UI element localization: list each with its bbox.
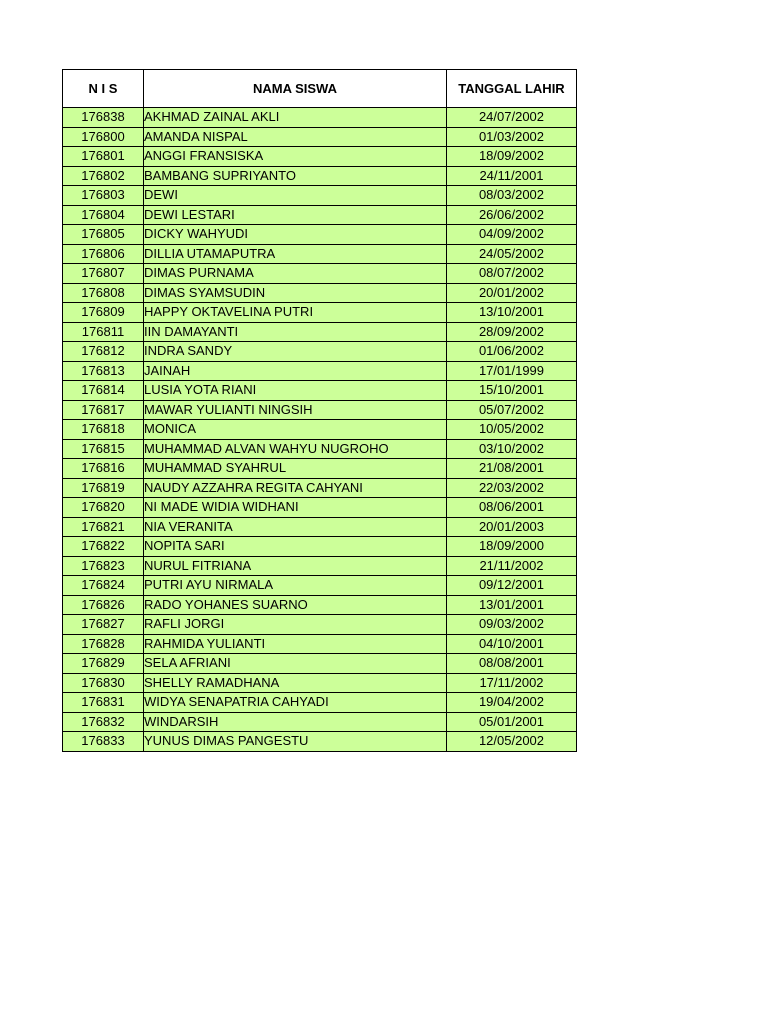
cell-nis: 176838: [63, 108, 144, 128]
table-body: [63, 108, 577, 752]
cell-birth-date: 13/10/2001: [447, 303, 577, 323]
table-row: [63, 400, 577, 420]
cell-student-name: WINDARSIH: [144, 712, 447, 732]
table-row: [63, 634, 577, 654]
table-row: [63, 166, 577, 186]
cell-birth-date: 05/01/2001: [447, 712, 577, 732]
cell-nis: 176828: [63, 634, 144, 654]
table-row: [63, 439, 577, 459]
table-row: [63, 556, 577, 576]
cell-student-name: RAHMIDA YULIANTI: [144, 634, 447, 654]
cell-birth-date: 08/06/2001: [447, 498, 577, 518]
cell-student-name: SELA AFRIANI: [144, 654, 447, 674]
cell-nis: 176817: [63, 400, 144, 420]
cell-birth-date: 22/03/2002: [447, 478, 577, 498]
cell-student-name: NI MADE WIDIA WIDHANI: [144, 498, 447, 518]
cell-student-name: AMANDA NISPAL: [144, 127, 447, 147]
cell-birth-date: 20/01/2003: [447, 517, 577, 537]
table-row: [63, 420, 577, 440]
cell-nis: 176820: [63, 498, 144, 518]
cell-student-name: YUNUS DIMAS PANGESTU: [144, 732, 447, 752]
cell-birth-date: 01/06/2002: [447, 342, 577, 362]
cell-student-name: BAMBANG SUPRIYANTO: [144, 166, 447, 186]
cell-student-name: DILLIA UTAMAPUTRA: [144, 244, 447, 264]
cell-nis: 176807: [63, 264, 144, 284]
table-row: [63, 205, 577, 225]
cell-student-name: LUSIA YOTA RIANI: [144, 381, 447, 401]
cell-birth-date: 13/01/2001: [447, 595, 577, 615]
cell-student-name: NIA VERANITA: [144, 517, 447, 537]
cell-nis: 176831: [63, 693, 144, 713]
header-birth-date: TANGGAL LAHIR: [447, 70, 577, 108]
cell-birth-date: 01/03/2002: [447, 127, 577, 147]
cell-student-name: WIDYA SENAPATRIA CAHYADI: [144, 693, 447, 713]
cell-birth-date: 20/01/2002: [447, 283, 577, 303]
cell-nis: 176821: [63, 517, 144, 537]
table-row: [63, 381, 577, 401]
table-row: [63, 303, 577, 323]
table-header: [63, 70, 577, 108]
cell-birth-date: 28/09/2002: [447, 322, 577, 342]
cell-nis: 176801: [63, 147, 144, 167]
cell-birth-date: 24/07/2002: [447, 108, 577, 128]
student-table: [62, 69, 577, 752]
cell-nis: 176818: [63, 420, 144, 440]
cell-birth-date: 09/03/2002: [447, 615, 577, 635]
cell-student-name: MONICA: [144, 420, 447, 440]
cell-student-name: NAUDY AZZAHRA REGITA CAHYANI: [144, 478, 447, 498]
cell-birth-date: 05/07/2002: [447, 400, 577, 420]
table-row: [63, 108, 577, 128]
cell-birth-date: 10/05/2002: [447, 420, 577, 440]
cell-nis: 176813: [63, 361, 144, 381]
cell-nis: 176819: [63, 478, 144, 498]
cell-birth-date: 21/11/2002: [447, 556, 577, 576]
cell-student-name: NURUL FITRIANA: [144, 556, 447, 576]
table-row: [63, 595, 577, 615]
cell-student-name: MUHAMMAD ALVAN WAHYU NUGROHO: [144, 439, 447, 459]
table-row: [63, 147, 577, 167]
cell-birth-date: 04/09/2002: [447, 225, 577, 245]
header-nis: N I S: [63, 70, 144, 108]
table-row: [63, 322, 577, 342]
cell-birth-date: 17/11/2002: [447, 673, 577, 693]
cell-student-name: DEWI LESTARI: [144, 205, 447, 225]
cell-nis: 176822: [63, 537, 144, 557]
cell-nis: 176827: [63, 615, 144, 635]
cell-student-name: HAPPY OKTAVELINA PUTRI: [144, 303, 447, 323]
cell-nis: 176829: [63, 654, 144, 674]
cell-student-name: IIN DAMAYANTI: [144, 322, 447, 342]
cell-nis: 176803: [63, 186, 144, 206]
cell-nis: 176826: [63, 595, 144, 615]
cell-birth-date: 21/08/2001: [447, 459, 577, 479]
table-row: [63, 186, 577, 206]
cell-nis: 176811: [63, 322, 144, 342]
cell-birth-date: 26/06/2002: [447, 205, 577, 225]
cell-nis: 176815: [63, 439, 144, 459]
cell-student-name: DEWI: [144, 186, 447, 206]
table-row: [63, 693, 577, 713]
cell-birth-date: 24/05/2002: [447, 244, 577, 264]
cell-nis: 176805: [63, 225, 144, 245]
cell-student-name: RADO YOHANES SUARNO: [144, 595, 447, 615]
table-row: [63, 225, 577, 245]
cell-nis: 176814: [63, 381, 144, 401]
cell-birth-date: 08/08/2001: [447, 654, 577, 674]
table-row: [63, 537, 577, 557]
cell-nis: 176833: [63, 732, 144, 752]
cell-birth-date: 15/10/2001: [447, 381, 577, 401]
cell-student-name: NOPITA SARI: [144, 537, 447, 557]
table-row: [63, 576, 577, 596]
cell-birth-date: 09/12/2001: [447, 576, 577, 596]
table-row: [63, 673, 577, 693]
cell-student-name: RAFLI JORGI: [144, 615, 447, 635]
cell-student-name: AKHMAD ZAINAL AKLI: [144, 108, 447, 128]
cell-nis: 176830: [63, 673, 144, 693]
cell-birth-date: 08/07/2002: [447, 264, 577, 284]
cell-nis: 176809: [63, 303, 144, 323]
table-row: [63, 654, 577, 674]
cell-nis: 176824: [63, 576, 144, 596]
cell-student-name: MAWAR YULIANTI NINGSIH: [144, 400, 447, 420]
header-student-name: NAMA SISWA: [144, 70, 447, 108]
table-row: [63, 478, 577, 498]
cell-nis: 176808: [63, 283, 144, 303]
cell-birth-date: 03/10/2002: [447, 439, 577, 459]
cell-birth-date: 19/04/2002: [447, 693, 577, 713]
table-row: [63, 283, 577, 303]
cell-birth-date: 17/01/1999: [447, 361, 577, 381]
cell-nis: 176802: [63, 166, 144, 186]
table-row: [63, 264, 577, 284]
cell-student-name: SHELLY RAMADHANA: [144, 673, 447, 693]
cell-nis: 176832: [63, 712, 144, 732]
cell-birth-date: 04/10/2001: [447, 634, 577, 654]
table-row: [63, 127, 577, 147]
cell-nis: 176812: [63, 342, 144, 362]
header-row: [63, 70, 577, 108]
cell-student-name: ANGGI FRANSISKA: [144, 147, 447, 167]
table-row: [63, 342, 577, 362]
cell-birth-date: 08/03/2002: [447, 186, 577, 206]
cell-birth-date: 24/11/2001: [447, 166, 577, 186]
cell-nis: 176816: [63, 459, 144, 479]
cell-birth-date: 18/09/2002: [447, 147, 577, 167]
cell-student-name: JAINAH: [144, 361, 447, 381]
table-row: [63, 244, 577, 264]
table-row: [63, 615, 577, 635]
cell-student-name: INDRA SANDY: [144, 342, 447, 362]
cell-student-name: DIMAS SYAMSUDIN: [144, 283, 447, 303]
cell-student-name: DICKY WAHYUDI: [144, 225, 447, 245]
table-row: [63, 712, 577, 732]
table-row: [63, 517, 577, 537]
table-row: [63, 361, 577, 381]
cell-student-name: DIMAS PURNAMA: [144, 264, 447, 284]
cell-student-name: PUTRI AYU NIRMALA: [144, 576, 447, 596]
cell-student-name: MUHAMMAD SYAHRUL: [144, 459, 447, 479]
cell-birth-date: 12/05/2002: [447, 732, 577, 752]
table-row: [63, 459, 577, 479]
table-row: [63, 498, 577, 518]
cell-nis: 176804: [63, 205, 144, 225]
table-row: [63, 732, 577, 752]
cell-birth-date: 18/09/2000: [447, 537, 577, 557]
cell-nis: 176806: [63, 244, 144, 264]
cell-nis: 176800: [63, 127, 144, 147]
cell-nis: 176823: [63, 556, 144, 576]
